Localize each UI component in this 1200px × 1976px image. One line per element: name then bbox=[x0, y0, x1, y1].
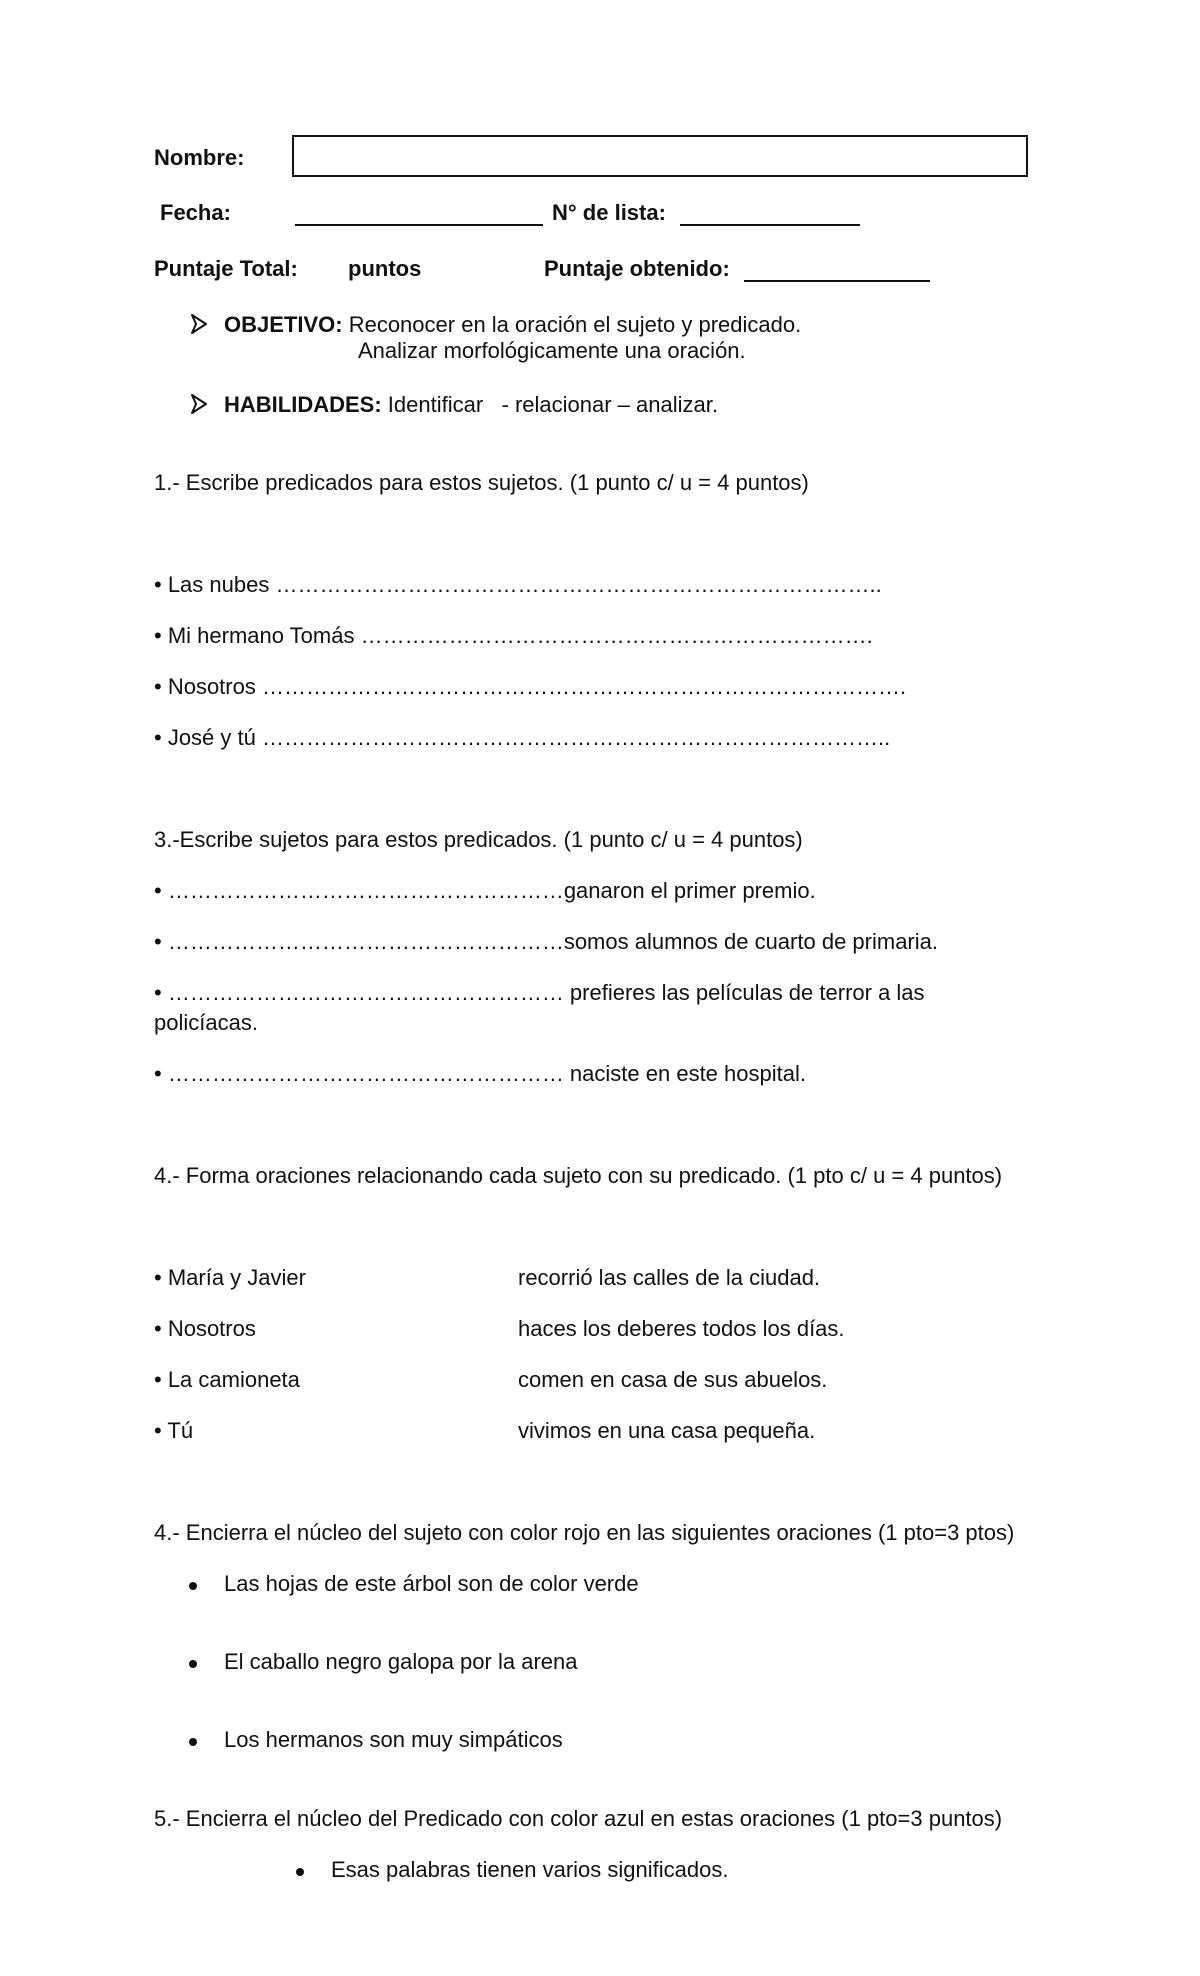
section1-item: • Nosotros ……………………………………………………………………………. bbox=[154, 674, 907, 699]
match-predicate: recorrió las calles de la ciudad. bbox=[518, 1265, 821, 1290]
match-subject: • Nosotros bbox=[154, 1316, 256, 1341]
puntaje-obtenido-label: Puntaje obtenido: bbox=[544, 256, 730, 281]
section5-title: 5.- Encierra el núcleo del Predicado con color azul en estas oraciones (1 pto=3 puntos) bbox=[154, 1806, 1003, 1831]
arrow-bullet-icon bbox=[190, 393, 208, 415]
objetivo-text: Reconocer en la oración el sujeto y predicado. bbox=[348, 312, 802, 337]
section3-item: • ………………………………………………somos alumnos de cuarto de primaria. bbox=[154, 929, 938, 954]
bullet-icon bbox=[189, 1738, 197, 1746]
fecha-line[interactable] bbox=[295, 224, 543, 226]
section4b-item: Los hermanos son muy simpáticos bbox=[224, 1727, 563, 1752]
habilidades-line bbox=[224, 392, 718, 418]
habilidades-label: HABILIDADES: bbox=[224, 392, 382, 417]
section3-item-continuation: policíacas. bbox=[154, 1010, 258, 1035]
habilidades-text: Identificar - relacionar – analizar. bbox=[387, 392, 718, 417]
section4b-item: El caballo negro galopa por la arena bbox=[224, 1649, 578, 1674]
section5-item: Esas palabras tienen varios significados. bbox=[331, 1857, 729, 1882]
nombre-input-box[interactable] bbox=[292, 135, 1028, 177]
match-predicate: vivimos en una casa pequeña. bbox=[518, 1418, 816, 1443]
section3-title: 3.-Escribe sujetos para estos predicados. (1 punto c/ u = 4 puntos) bbox=[154, 827, 803, 852]
section1-title: 1.- Escribe predicados para estos sujetos. (1 punto c/ u = 4 puntos) bbox=[154, 470, 809, 495]
section4a-title: 4.- Forma oraciones relacionando cada sujeto con su predicado. (1 pto c/ u = 4 puntos) bbox=[154, 1163, 1003, 1188]
bullet-icon bbox=[189, 1660, 197, 1668]
arrow-bullet-icon bbox=[190, 313, 208, 335]
objetivo-label: OBJETIVO: bbox=[224, 312, 343, 337]
section1-item: • Las nubes ……………………………………………………………………….. bbox=[154, 572, 882, 597]
section3-item: • ……………………………………………… prefieres las películas de terror a las bbox=[154, 980, 925, 1005]
section4b-title: 4.- Encierra el núcleo del sujeto con color rojo en las siguientes oraciones (1 pto=3 ptos) bbox=[154, 1520, 1015, 1545]
bullet-icon bbox=[189, 1582, 197, 1590]
match-subject: • Tú bbox=[154, 1418, 194, 1443]
match-predicate: haces los deberes todos los días. bbox=[518, 1316, 845, 1341]
bullet-icon bbox=[296, 1868, 304, 1876]
match-predicate: comen en casa de sus abuelos. bbox=[518, 1367, 828, 1392]
section3-item: • ………………………………………………ganaron el primer premio. bbox=[154, 878, 816, 903]
puntaje-obtenido-line[interactable] bbox=[744, 280, 930, 282]
objetivo-line1 bbox=[224, 312, 801, 338]
lista-line[interactable] bbox=[680, 224, 860, 226]
lista-label: N° de lista: bbox=[552, 200, 666, 225]
nombre-label: Nombre: bbox=[154, 145, 245, 170]
section3-item: • ……………………………………………… naciste en este hospital. bbox=[154, 1061, 806, 1086]
objetivo-line2: Analizar morfológicamente una oración. bbox=[358, 338, 746, 363]
fecha-label: Fecha: bbox=[160, 200, 231, 225]
puntaje-total-label: Puntaje Total: bbox=[154, 256, 298, 281]
puntos-label: puntos bbox=[348, 256, 422, 281]
section4b-item: Las hojas de este árbol son de color verde bbox=[224, 1571, 639, 1596]
match-subject: • La camioneta bbox=[154, 1367, 300, 1392]
section1-item: • Mi hermano Tomás ……………………………………………………………. bbox=[154, 623, 873, 648]
match-subject: • María y Javier bbox=[154, 1265, 306, 1290]
section1-item: • José y tú ………………………………………………………………………….. bbox=[154, 725, 891, 750]
